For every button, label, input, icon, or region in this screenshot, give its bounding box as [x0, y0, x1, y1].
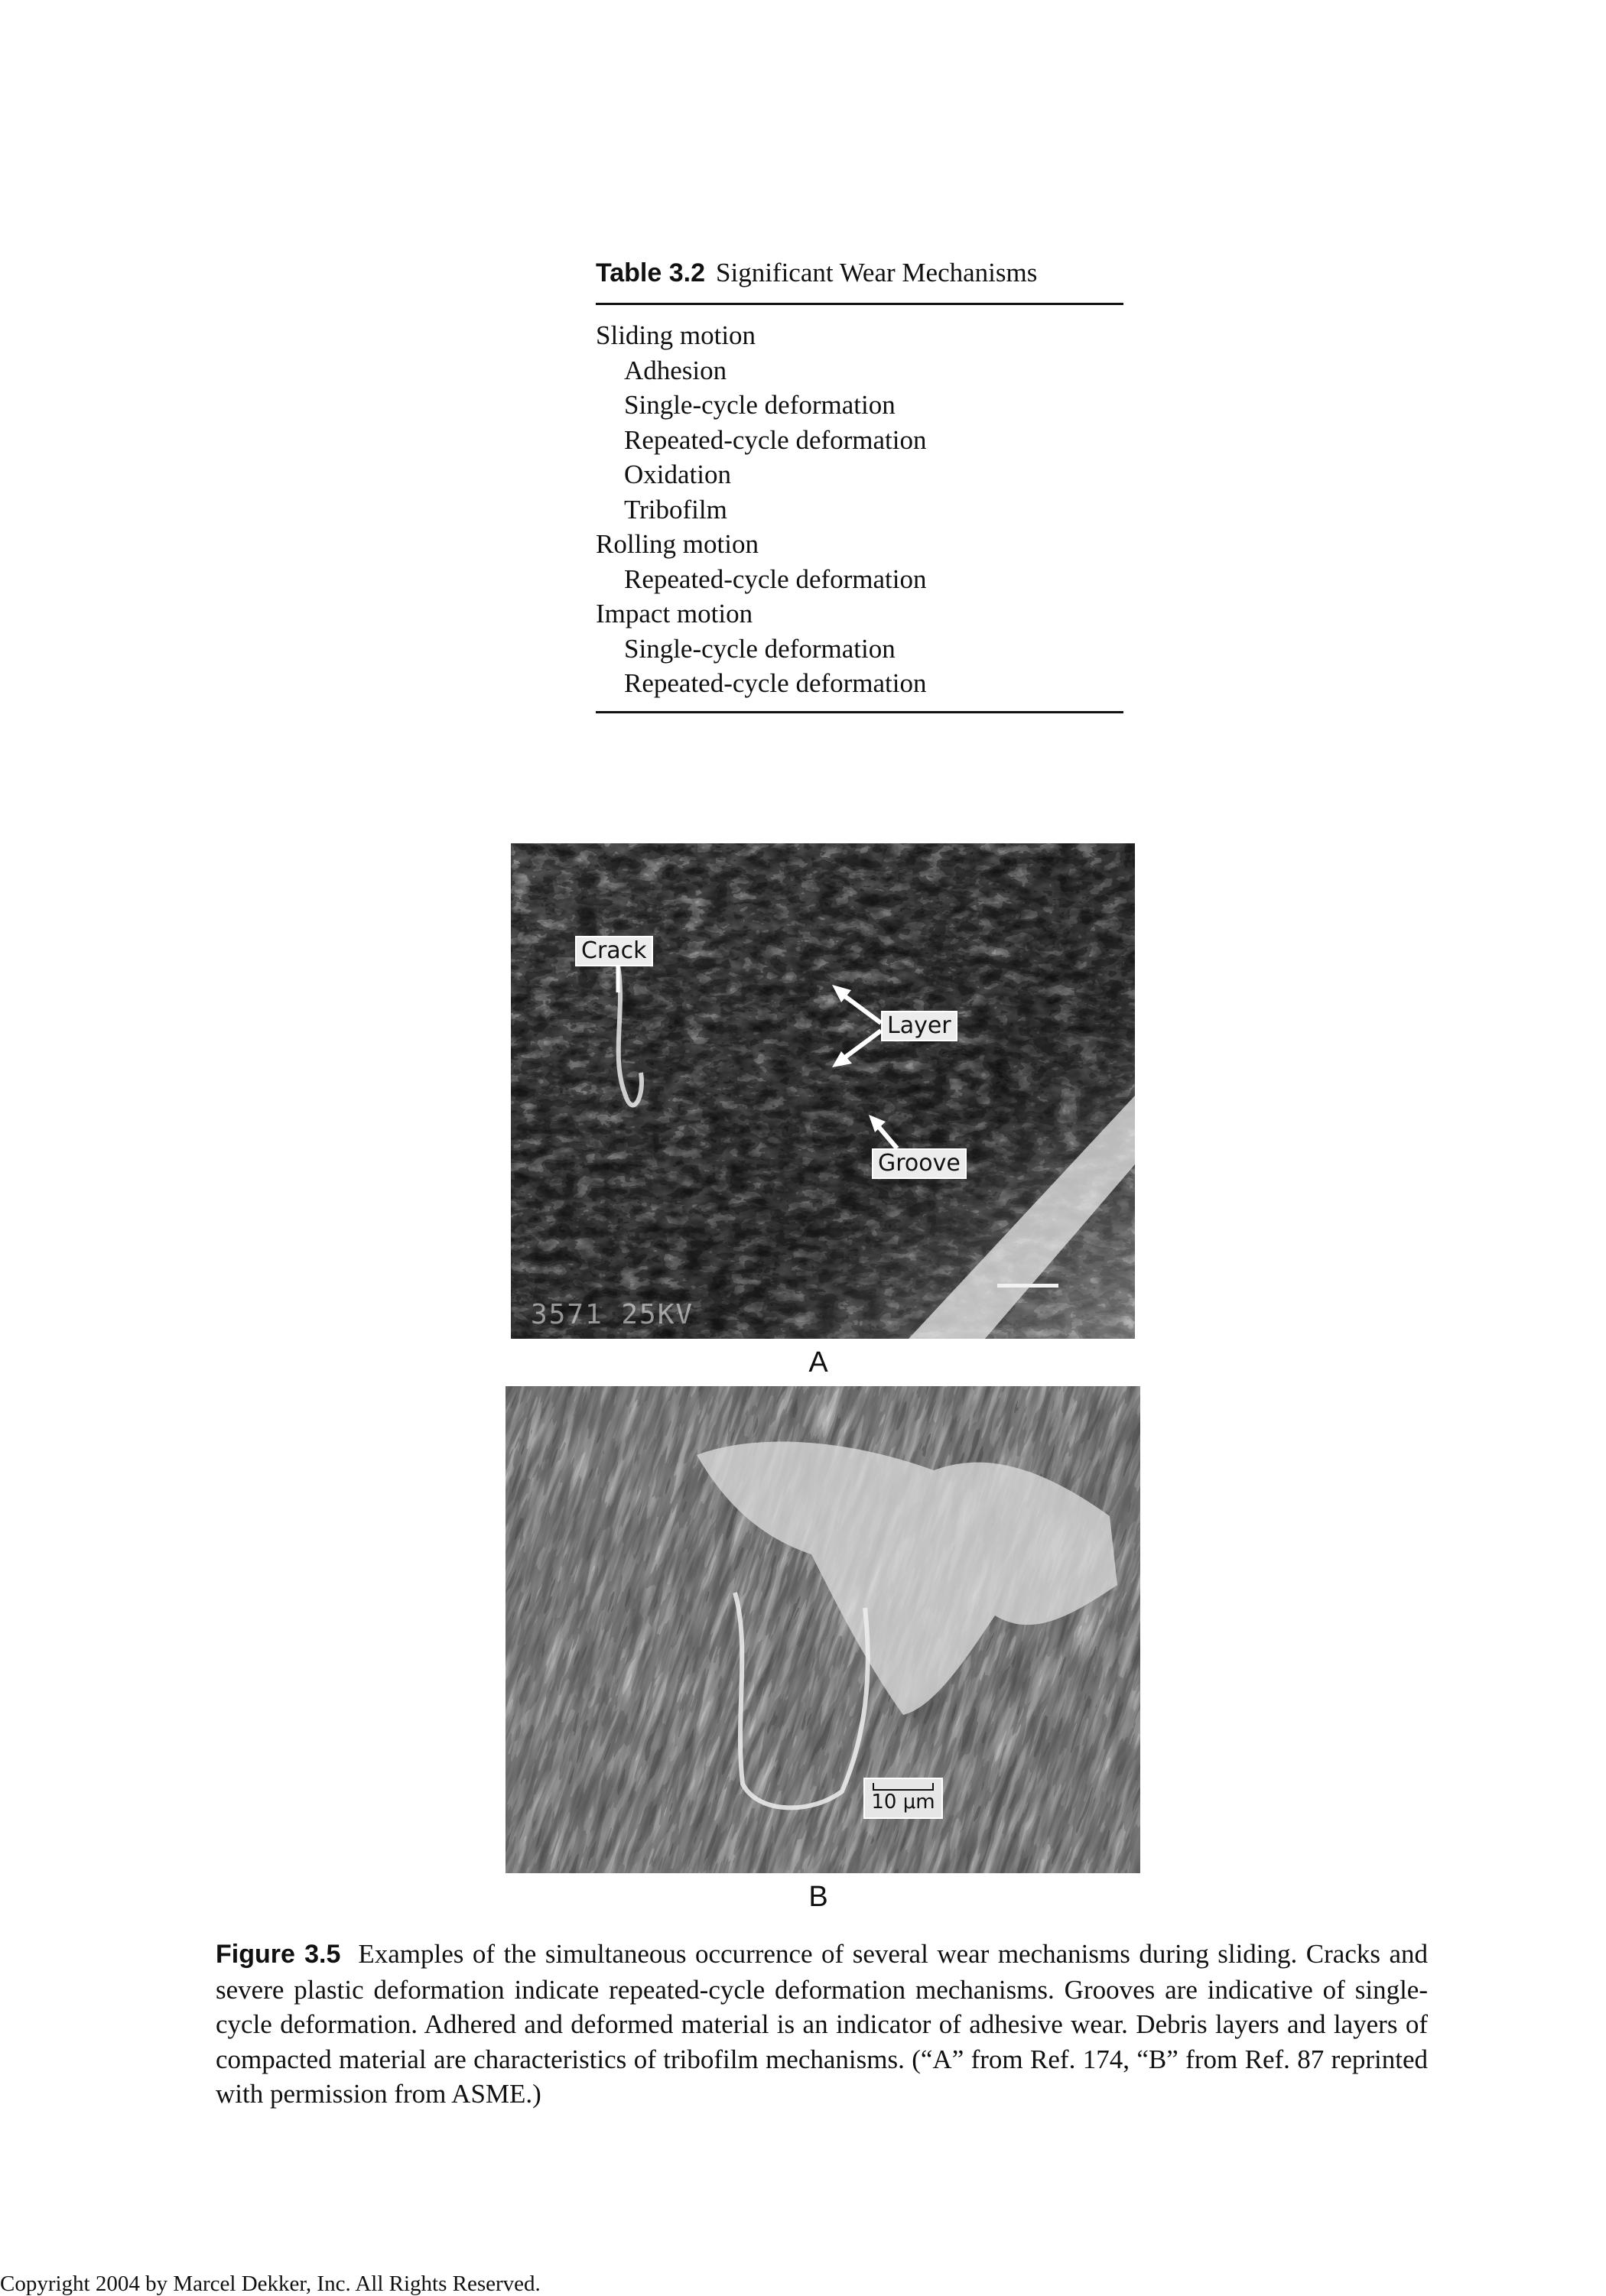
scale-bar-b-text: 10 μm	[871, 1791, 935, 1814]
figure-caption	[216, 1937, 1428, 2112]
label-groove: Groove	[872, 1148, 967, 1179]
label-crack: Crack	[575, 936, 653, 966]
table-subitem: Single-cycle deformation	[624, 633, 896, 664]
micrograph-b	[506, 1386, 1140, 1873]
copyright-footer: Copyright 2004 by Marcel Dekker, Inc. All Rights Reserved.	[0, 2272, 541, 2296]
table-top-rule	[596, 303, 1123, 305]
table-subitem: Oxidation	[624, 460, 731, 489]
table-category: Rolling motion	[596, 529, 759, 559]
figure-label: Figure 3.5	[216, 1940, 341, 1969]
table-body	[596, 318, 1123, 701]
scale-bar-b	[863, 1778, 943, 1819]
table-category: Impact motion	[596, 599, 753, 628]
table-caption	[596, 255, 1123, 291]
label-layer: Layer	[881, 1011, 957, 1041]
micrograph-a-image	[511, 843, 1135, 1339]
table-category: Sliding motion	[596, 320, 756, 350]
panel-letter-b: B	[808, 1881, 828, 1913]
micrograph-a-stamp: 3571 25KV	[531, 1299, 694, 1330]
table-subitem: Repeated-cycle deformation	[624, 424, 927, 455]
table-subitem: Tribofilm	[624, 494, 727, 524]
table-bottom-rule	[596, 711, 1123, 713]
table-subitem: Repeated-cycle deformation	[624, 563, 927, 594]
figure-caption-text: Examples of the simultaneous occurrence of several wear mechanisms during sliding. Cracks and severe plastic deformation indicate repeated-cycle deformation mechanisms. Grooves are indicative of single-cycle deformation. Adhered and deformed material is an indicator of adhesive wear. Debris layers and layers of compacted material are characteristics of tribofilm mechanisms. (“A” from Ref. 174, “B” from Ref. 87 reprinted with permission from ASME.)	[216, 1939, 1429, 2109]
table-title: Significant Wear Mechanisms	[716, 258, 1038, 287]
micrograph-a	[511, 843, 1135, 1339]
table-subitem: Single-cycle deformation	[624, 390, 896, 420]
table-subitem: Repeated-cycle deformation	[624, 668, 927, 698]
panel-letter-a: A	[808, 1346, 828, 1379]
table-label: Table 3.2	[596, 258, 705, 287]
micrograph-b-image	[506, 1386, 1140, 1873]
table-subitem: Adhesion	[624, 355, 727, 385]
scale-bar-a	[997, 1284, 1058, 1288]
